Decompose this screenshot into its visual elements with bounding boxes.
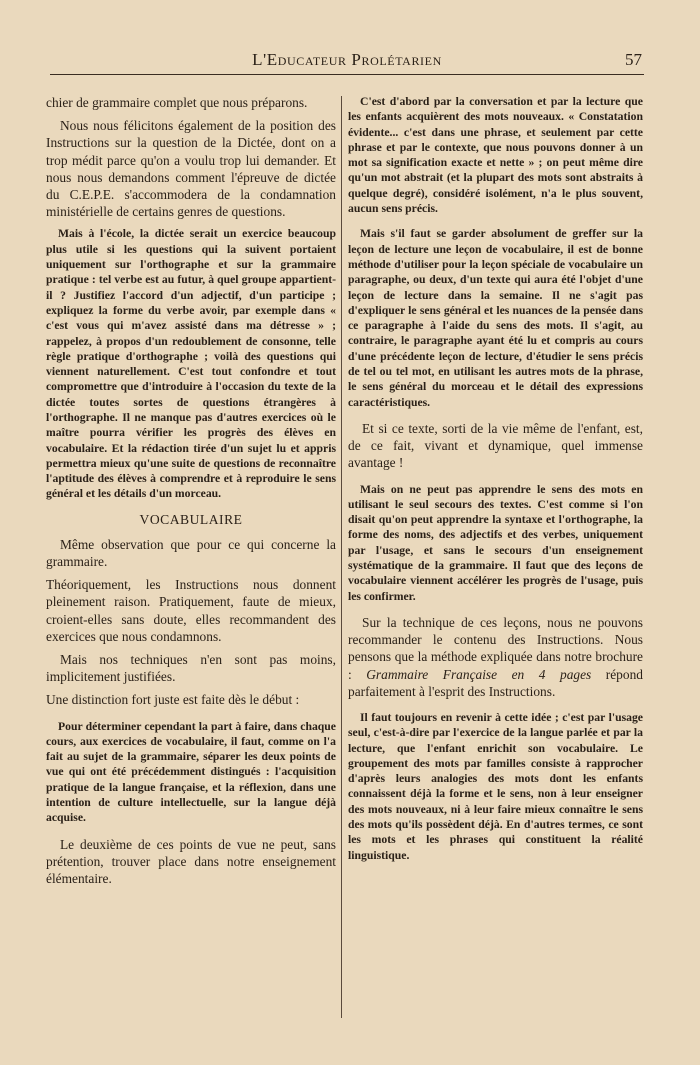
- quoted-instruction: Pour déterminer cependant la part à faire, dans chaque cours, aux exercices de vocabulaire, il faut, comme on l'a fait au sujet de la grammaire, séparer les deux points de vue qui ont été précédemment distingués : l'acquisition pratique de la langue française, et la réflexion, dans une intention de culture intellectuelle, sur la langue déjà acquise.: [46, 719, 336, 825]
- quoted-instruction: Mais on ne peut pas apprendre le sens des mots en utilisant le seul secours des textes. C'est comme si l'on disait qu'on peut apprendre la syntaxe et l'orthographe, la forme des noms, des adjectifs et des verbes, uniquement par l'usage, et sans le secours d'un enseignement systématique de la grammaire. Il faut que des leçons de vocabulaire viennent accélérer les progrès de l'usage, puis les confirmer.: [348, 482, 643, 603]
- quoted-instruction: Mais s'il faut se garder absolument de greffer sur la leçon de lecture une leçon de vocabulaire, il est de bonne méthode d'utiliser pour la leçon spéciale de vocabulaire un paragraphe, ou deux, d'un texte qui aura été l'objet d'une leçon de lecture dans la semaine. Il ne s'agit pas d'expliquer le sens général et les nuances de la pensée dans ce paragraphe à l'aide du sens des mots. Il s'agit, au contraire, le paragraphe ayant été lu et compris au cours d'une précédente leçon de lecture, d'étudier le sens précis de tel ou tel mot, en utilisant les autres mots de la phrase, le sens général du morceau et le détail des expressions caractéristiques.: [348, 227, 643, 409]
- quoted-instruction: Mais à l'école, la dictée serait un exercice beaucoup plus utile si les questions qui la suivent portaient uniquement sur l'orthographe et sur la grammaire pratique : tel verbe est au futur, à quel groupe appartient-il ? Justifiez l'accord d'un adjectif, d'un participe ; expliquez la forme du verbe avoir, par exemple dans « c'est vous qui m'avez assisté dans ma détresse » ; rappelez, à propos d'un redoublement de consonne, telle règle pratique d'orthographe ; voilà des questions qui viennent naturellement. C'est tout confondre et tout compromettre que d'introduire à l'occasion du texte de la dictée toutes sortes de questions étrangères à l'orthographe. Il ne manque pas d'autres exercices où le maître pourra vérifier les progrès des élèves en vocabulaire. Et la rédaction tirée d'un sujet lu et appris permettra mieux qu'une suite de questions de reconnaître l'aptitude des élèves à comprendre et à reproduire le sens général et les détails d'un morceau.: [46, 227, 336, 501]
- paragraph: Le deuxième de ces points de vue ne peut, sans prétention, trouver place dans notre enseignement élémentaire.: [46, 836, 336, 887]
- quoted-instruction: Il faut toujours en revenir à cette idée ; c'est par l'usage seul, c'est-à-dire par l'exercice de la langue parlée et par la lecture, que l'enfant enrichit son vocabulaire. Le groupement des mots par familles consiste à rapprocher d'après leurs analogies des mots dont les enfants connaissent déjà la forme et le sens, non à leur enseigner des mots nouveaux, ni à leur faire mieux connaître le sens des mots qu'ils possèdent déjà. En d'autres termes, ce sont les mots et les phrases qui constituent la réalité linguistique.: [348, 710, 643, 862]
- page-header: [50, 46, 644, 75]
- paragraph: Et si ce texte, sorti de la vie même de l'enfant, est, de ce fait, vivant et dynamique, quel immense avantage !: [348, 420, 643, 471]
- left-column: [46, 94, 336, 893]
- paragraph: Théoriquement, les Instructions nous donnent pleinement raison. Pratiquement, faute de mieux, croient-elles sans doute, elles recommandent des exercices que nous condamnons.: [46, 577, 336, 644]
- journal-title: L'Educateur Prolétarien: [252, 50, 442, 69]
- paragraph: Mais nos techniques n'en sont pas moins, implicitement justifiées.: [46, 651, 336, 685]
- paragraph: Nous nous félicitons également de la position des Instructions sur la question de la Dictée, dont on a trop médit parce qu'on a voulu trop lui demander. Et nous nous demandons comment l'épreuve de dictée du C.E.P.E. s'accommodera de la condamnation ministérielle de certains genres de questions.: [46, 118, 336, 220]
- quoted-instruction: C'est d'abord par la conversation et par la lecture que les enfants acquièrent des mots nouveaux. « Constatation évidente... c'est dans une phrase, et seulement par cette phrase et par le contexte, que nous pouvons donner à un mot sa signification exacte et nette » ; on peut même dire qu'un mot abstrait (et la plupart des mots sont abstraits à quelque degré), considéré isolément, n'a le plus souvent, aucun sens précis.: [348, 95, 643, 216]
- paragraph: chier de grammaire complet que nous préparons.: [46, 95, 308, 110]
- paragraph: [348, 614, 643, 700]
- page-number: 57: [625, 50, 642, 69]
- column-divider: [341, 96, 342, 1018]
- brochure-title: Grammaire Française en 4 pages: [366, 666, 592, 682]
- section-heading: VOCABULAIRE: [139, 511, 243, 527]
- paragraph-text: Sur la technique de ces leçons, nous ne pouvons recommander le contenu des Instructions. Nous pensons que la méthode expliquée dans notre brochure :: [348, 614, 643, 682]
- paragraph-text: répond parfaitement à l'esprit des Instructions.: [348, 666, 643, 699]
- paragraph: Une distinction fort juste est faite dès le début :: [46, 692, 300, 708]
- right-column: [348, 94, 643, 873]
- paragraph: Même observation que pour ce qui concerne la grammaire.: [46, 536, 336, 569]
